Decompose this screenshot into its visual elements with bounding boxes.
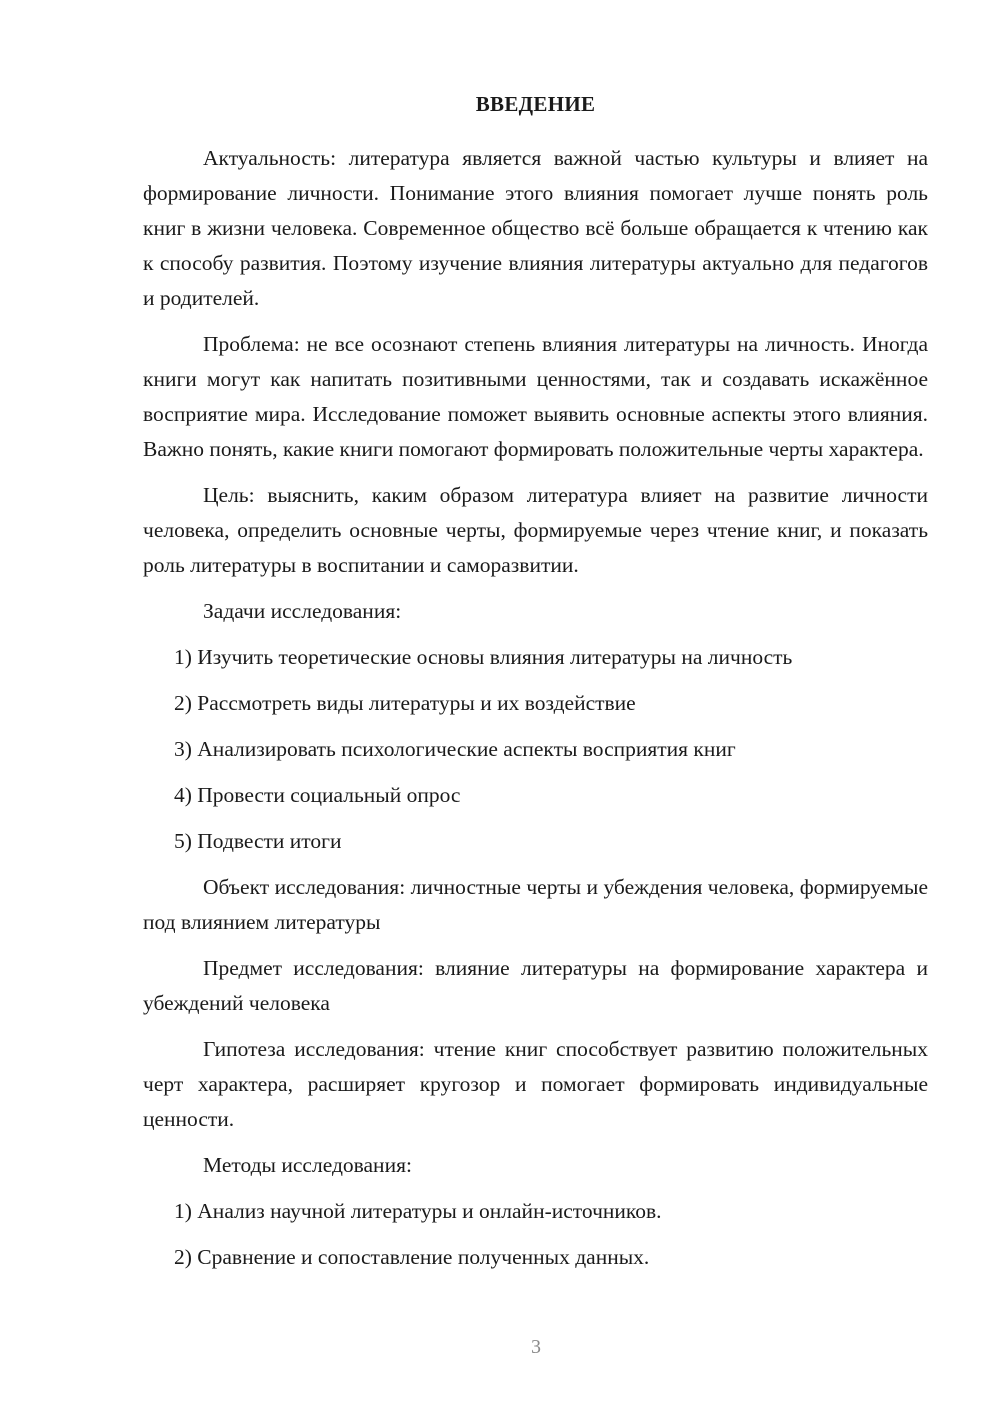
methods-label: Методы исследования: [203,1153,412,1178]
object-paragraph: Объект исследования: личностные черты и убеждения человека, формируемые под влиянием литературы [143,875,928,935]
page-heading: ВВЕДЕНИЕ [475,92,596,116]
task-item: 2) Рассмотреть виды литературы и их воздействие [174,691,636,716]
hypothesis-paragraph: Гипотеза исследования: чтение книг способствует развитию положительных черт характера, расширяет кругозор и помогает формировать индивидуальные ценности. [143,1037,928,1132]
tasks-label: Задачи исследования: [203,599,402,624]
page-number: 3 [531,1336,541,1358]
problem-paragraph: Проблема: не все осознают степень влияния литературы на личность. Иногда книги могут как напитать позитивными ценностями, так и создавать искажённое восприятие мира. Исследование поможет выявить основные аспекты этого влияния. Важно понять, какие книги помогают формировать положительные черты характера. [143,332,928,462]
task-item: 4) Провести социальный опрос [174,783,461,808]
task-item: 1) Изучить теоретические основы влияния литературы на личность [174,645,793,670]
tasks-list [143,640,928,859]
task-item: 3) Анализировать психологические аспекты восприятия книг [174,737,736,762]
method-item: 1) Анализ научной литературы и онлайн-источников. [174,1199,662,1224]
task-item: 5) Подвести итоги [174,829,342,854]
methods-list [143,1194,928,1275]
relevance-paragraph: Актуальность: литература является важной частью культуры и влияет на формирование личности. Понимание этого влияния помогает лучше понять роль книг в жизни человека. Современное общество всё больше обращается к чтению как к способу развития. Поэтому изучение влияния литературы актуально для педагогов и родителей. [143,146,928,311]
subject-paragraph: Предмет исследования: влияние литературы на формирование характера и убеждений человека [143,956,928,1016]
goal-paragraph: Цель: выяснить, каким образом литература влияет на развитие личности человека, определить основные черты, формируемые через чтение книг, и показать роль литературы в воспитании и саморазвитии. [143,483,928,578]
page-content [143,92,928,1286]
method-item: 2) Сравнение и сопоставление полученных данных. [174,1245,650,1270]
